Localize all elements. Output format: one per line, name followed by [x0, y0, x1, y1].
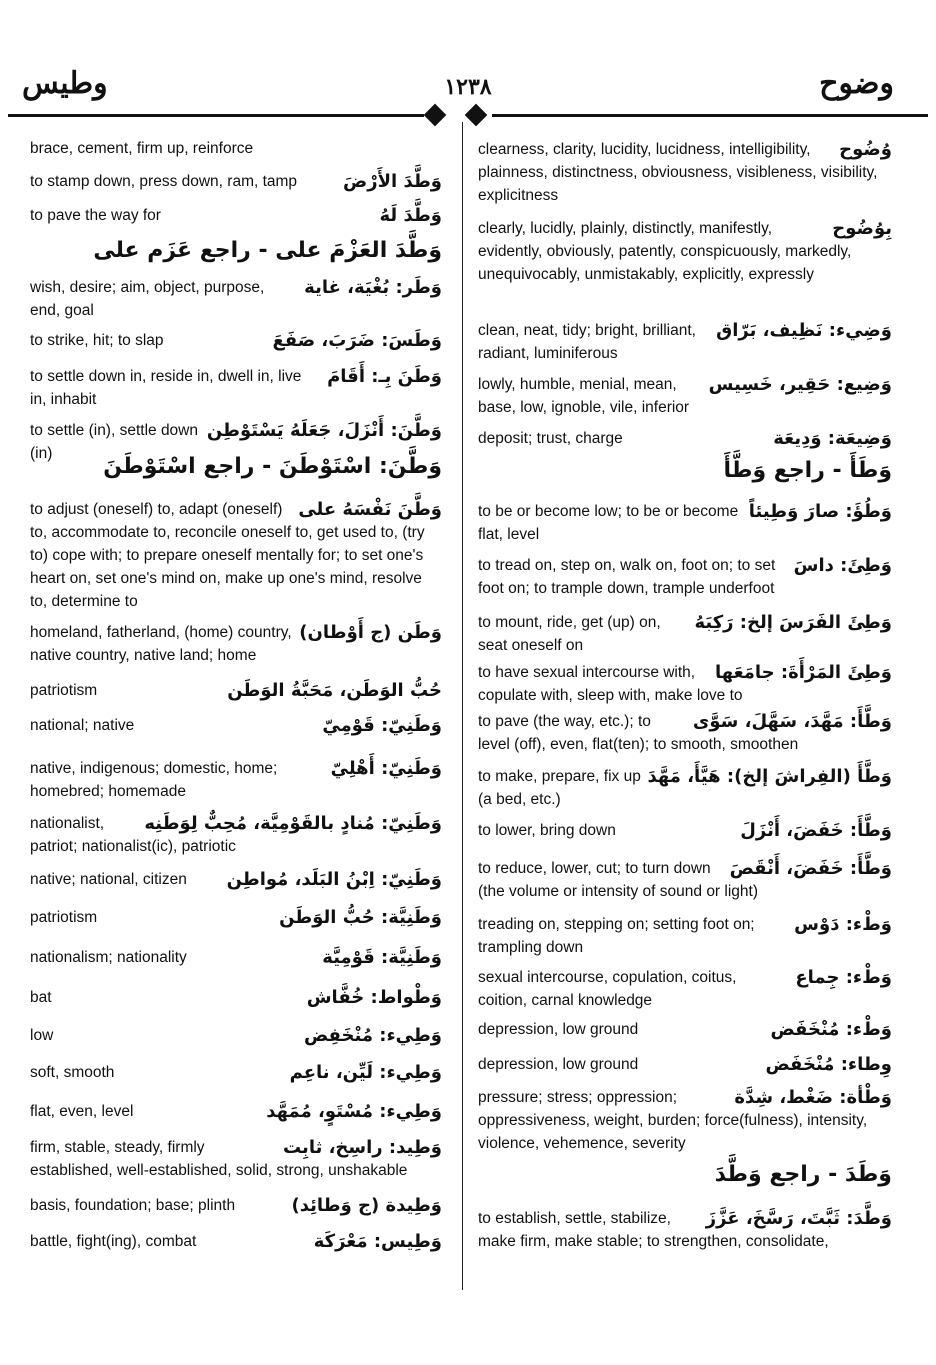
dictionary-entry	[478, 765, 892, 811]
arabic-headword: وَضِيع: حَقِير، خَسِيس	[708, 374, 892, 395]
english-definition: firm, stable, steady, firmly established, well-established, solid, strong, unshakable	[30, 1139, 408, 1179]
dictionary-entry	[30, 365, 442, 411]
arabic-headword: وَطِيد: راسِخ، ثابِت	[283, 1137, 442, 1158]
arabic-headword: وَضِيعَة: وَدِيعَة	[773, 428, 892, 449]
dictionary-entry	[30, 906, 442, 929]
dictionary-entry	[478, 1207, 892, 1253]
dictionary-entry	[30, 868, 442, 891]
english-definition: to settle down in, reside in, dwell in, live in, inhabit	[30, 368, 302, 408]
arabic-headword: وَطُؤَ: صارَ وَطِيئاً	[748, 501, 892, 522]
column-divider	[462, 122, 463, 1290]
dictionary-entry	[30, 1194, 442, 1217]
dictionary-entry	[478, 554, 892, 600]
dictionary-entry	[478, 857, 892, 903]
dictionary-entry	[478, 819, 892, 842]
english-definition: to settle (in), settle down (in)	[30, 422, 198, 462]
english-definition: to make, prepare, fix up (a bed, etc.)	[478, 768, 641, 808]
arabic-headword: وَطَنِيّ: قَوْمِيّ	[322, 715, 442, 736]
english-definition: national; native	[30, 717, 135, 734]
english-definition: battle, fight(ing), combat	[30, 1233, 197, 1250]
english-definition: to establish, settle, stabilize, make firm, make stable; to strengthen, consolidate,	[478, 1210, 829, 1250]
header-diamond-right	[465, 104, 488, 127]
arabic-headword: وَطِئَ المَرْأَةَ: جامَعَها	[714, 662, 892, 683]
dictionary-entry	[30, 137, 442, 160]
english-definition: bat	[30, 989, 52, 1006]
english-definition: treading on, stepping on; setting foot on; trampling down	[478, 916, 755, 956]
english-definition: to adjust (oneself) to, adapt (oneself) to, accommodate to, reconcile oneself to, get used to, (try to) cope with; to prepare oneself mentally for; to set one's heart on, set one's mind on, make up one's mind, resolve to, determine to	[30, 501, 425, 610]
dictionary-entry	[478, 456, 892, 486]
arabic-headword: وَطَّدَ العَزْمَ على - راجع عَزَم على	[93, 238, 442, 263]
arabic-headword: وَطَنِيّ: أَهْلِيّ	[330, 758, 442, 779]
english-definition: deposit; trust, charge	[478, 430, 623, 447]
arabic-headword: وَطِئَ الفَرَسَ إلخ: رَكِبَهُ	[694, 612, 892, 633]
english-definition: to pave (the way, etc.); to level (off), even, flat(ten); to smooth, smoothen	[478, 713, 799, 753]
arabic-headword: وَطَن (ج أَوْطان)	[299, 622, 442, 643]
arabic-headword: وَطَّأَ (الفِراشَ إلخ): هَيَّأَ، مَهَّدَ	[647, 766, 892, 787]
english-definition: clearly, lucidly, plainly, distinctly, manifestly, evidently, obviously, patently, conspicuously, markedly, unequivocably, unmistakably, explicitly, expressly	[478, 220, 852, 283]
english-definition: depression, low ground	[478, 1056, 639, 1073]
arabic-headword: وَطَّنَ: أَنْزَلَ، جَعَلَهُ يَسْتَوْطِن	[206, 420, 442, 441]
arabic-headword: وَطَّدَ: ثَبَّتَ، رَسَّخَ، عَزَّزَ	[705, 1208, 892, 1229]
dictionary-entry	[30, 170, 442, 193]
arabic-headword: وَطَّأَ: مَهَّدَ، سَهَّلَ، سَوَّى	[692, 711, 892, 732]
arabic-headword: وَطَنِيَّة: قَوْمِيَّة	[322, 947, 442, 968]
arabic-headword: وَطَنِيَّة: حُبُّ الوَطَن	[279, 907, 442, 928]
english-definition: nationalism; nationality	[30, 949, 187, 966]
english-definition: flat, even, level	[30, 1103, 134, 1120]
arabic-headword: وَضِيء: نَظِيف، بَرّاق	[716, 320, 892, 341]
english-definition: to reduce, lower, cut; to turn down (the volume or intensity of sound or light)	[478, 860, 758, 900]
english-definition: depression, low ground	[478, 1021, 639, 1038]
arabic-headword: وَطْء: دَوْس	[794, 914, 892, 935]
dictionary-entry	[30, 812, 442, 858]
arabic-headword: وَطَّنَ نَفْسَهُ على	[298, 499, 442, 520]
english-definition: clean, neat, tidy; bright, brilliant, radiant, luminiferous	[478, 322, 696, 362]
dictionary-entry	[478, 500, 892, 546]
english-definition: to be or become low; to be or become flat, level	[478, 503, 739, 543]
dictionary-entry	[478, 966, 892, 1012]
arabic-headword: وَطَّأَ: خَفَضَ، أَنْزَلَ	[740, 820, 892, 841]
english-definition: nationalist, patriot; nationalist(ic), patriotic	[30, 815, 236, 855]
arabic-headword: وَطْء: جِماع	[795, 967, 892, 988]
dictionary-entry	[478, 913, 892, 959]
arabic-headword: وَطَّنَ: اسْتَوْطَنَ - راجع اسْتَوْطَنَ	[103, 454, 442, 479]
english-definition: to pave the way for	[30, 207, 161, 224]
arabic-headword: وَطِيدة (ج وَطائِد)	[291, 1195, 442, 1216]
arabic-headword: وَطَنِيّ: مُنادٍ بالقَوْمِيَّة، مُحِبٌّ لِوَطَنِه	[144, 813, 442, 834]
arabic-headword: وَطَنِيّ: اِبْنُ البَلَد، مُواطِن	[226, 869, 442, 890]
arabic-headword: وَطَّدَ لَهُ	[379, 205, 442, 226]
header-rule-left	[8, 114, 424, 117]
dictionary-entry	[478, 373, 892, 419]
english-definition: to tread on, step on, walk on, foot on; to set foot on; to trample down, trample underfoot	[478, 557, 776, 597]
english-definition: homeland, fatherland, (home) country, native country, native land; home	[30, 624, 292, 664]
arabic-headword: وَطْأة: ضَغْط، شِدَّة	[734, 1087, 892, 1108]
english-definition: native; national, citizen	[30, 871, 187, 888]
arabic-headword: بِوُضُوح	[832, 218, 892, 239]
english-definition: brace, cement, firm up, reinforce	[30, 140, 254, 157]
dictionary-entry	[30, 679, 442, 702]
dictionary-entry	[30, 204, 442, 227]
dictionary-entry	[30, 714, 442, 737]
dictionary-entry	[478, 138, 892, 207]
header-diamond-left	[424, 104, 447, 127]
english-definition: soft, smooth	[30, 1064, 115, 1081]
arabic-headword: وَطَّدَ الأَرْضَ	[343, 171, 442, 192]
english-definition: to stamp down, press down, ram, tamp	[30, 173, 298, 190]
dictionary-entry	[478, 217, 892, 286]
dictionary-entry	[478, 1053, 892, 1076]
dictionary-entry	[478, 611, 892, 657]
dictionary-entry	[30, 757, 442, 803]
dictionary-entry	[478, 1160, 892, 1190]
arabic-headword: وَطَنَ بِـ: أَقَامَ	[327, 366, 442, 387]
english-definition: to mount, ride, get (up) on, seat oneself on	[478, 614, 661, 654]
dictionary-entry	[30, 1100, 442, 1123]
arabic-headword: وِطاء: مُنْخَفَض	[765, 1054, 892, 1075]
dictionary-entry	[478, 1086, 892, 1155]
arabic-headword: وَطَأَ - راجع وَطَّأَ	[723, 458, 892, 483]
arabic-headword: وَطَسَ: ضَرَبَ، صَفَعَ	[272, 330, 442, 351]
dictionary-entry	[30, 452, 442, 482]
arabic-headword: وَطْء: مُنْخَفَض	[770, 1019, 892, 1040]
header-guide-word-left: وطيس	[22, 66, 108, 101]
dictionary-entry	[478, 319, 892, 365]
arabic-headword: وَطَّأَ: خَفَضَ، أَنْقَصَ	[729, 858, 892, 879]
arabic-headword: وَطِيء: مُسْتَوٍ، مُمَهَّد	[266, 1101, 442, 1122]
header-guide-word-right: وضوح	[819, 66, 894, 101]
english-definition: to have sexual intercourse with, copulate with, sleep with, make love to	[478, 664, 743, 704]
english-definition: clearness, clarity, lucidity, lucidness, intelligibility, plainness, distinctness, obviousness, visibleness, visibility, explicitness	[478, 141, 878, 204]
arabic-headword: وَطِيء: مُنْخَفِض	[304, 1025, 442, 1046]
english-definition: to strike, hit; to slap	[30, 332, 164, 349]
arabic-headword: وَطَدَ - راجع وَطَّدَ	[714, 1162, 892, 1187]
arabic-headword: وَطِئَ: داسَ	[793, 555, 892, 576]
dictionary-entry	[478, 710, 892, 756]
arabic-headword: وَطِيس: مَعْرَكَة	[313, 1231, 442, 1252]
header-rule-right	[492, 114, 928, 117]
dictionary-entry	[30, 1230, 442, 1253]
dictionary-entry	[30, 621, 442, 667]
english-definition: pressure; stress; oppression; oppressiveness, weight, burden; force(fulness), intensity, violence, vehemence, severity	[478, 1089, 868, 1152]
english-definition: wish, desire; aim, object, purpose, end, goal	[30, 279, 265, 319]
english-definition: patriotism	[30, 909, 98, 926]
arabic-headword: وَطَر: بُغْيَة، غاية	[304, 277, 442, 298]
english-definition: native, indigenous; domestic, home; homebred; homemade	[30, 760, 278, 800]
page-number: ١٢٣٨	[444, 74, 492, 100]
dictionary-entry	[30, 1024, 442, 1047]
arabic-headword: حُبُّ الوَطَن، مَحَبَّةُ الوَطَن	[227, 680, 442, 701]
arabic-headword: وَطِيء: لَيِّن، ناعِم	[289, 1062, 442, 1083]
arabic-headword: وُضُوح	[839, 139, 892, 160]
english-definition: to lower, bring down	[478, 822, 616, 839]
dictionary-entry	[30, 236, 442, 266]
dictionary-entry	[30, 329, 442, 352]
dictionary-entry	[478, 427, 892, 450]
dictionary-entry	[30, 1061, 442, 1084]
dictionary-entry	[30, 1136, 442, 1182]
dictionary-entry	[30, 986, 442, 1009]
english-definition: low	[30, 1027, 54, 1044]
dictionary-entry	[30, 498, 442, 613]
dictionary-entry	[478, 661, 892, 707]
arabic-headword: وَطْواط: خُفَّاش	[306, 987, 442, 1008]
english-definition: lowly, humble, menial, mean, base, low, ignoble, vile, inferior	[478, 376, 690, 416]
dictionary-entry	[30, 276, 442, 322]
english-definition: patriotism	[30, 682, 98, 699]
english-definition: basis, foundation; base; plinth	[30, 1197, 236, 1214]
dictionary-entry	[30, 946, 442, 969]
english-definition: sexual intercourse, copulation, coitus, coition, carnal knowledge	[478, 969, 737, 1009]
dictionary-entry	[478, 1018, 892, 1041]
